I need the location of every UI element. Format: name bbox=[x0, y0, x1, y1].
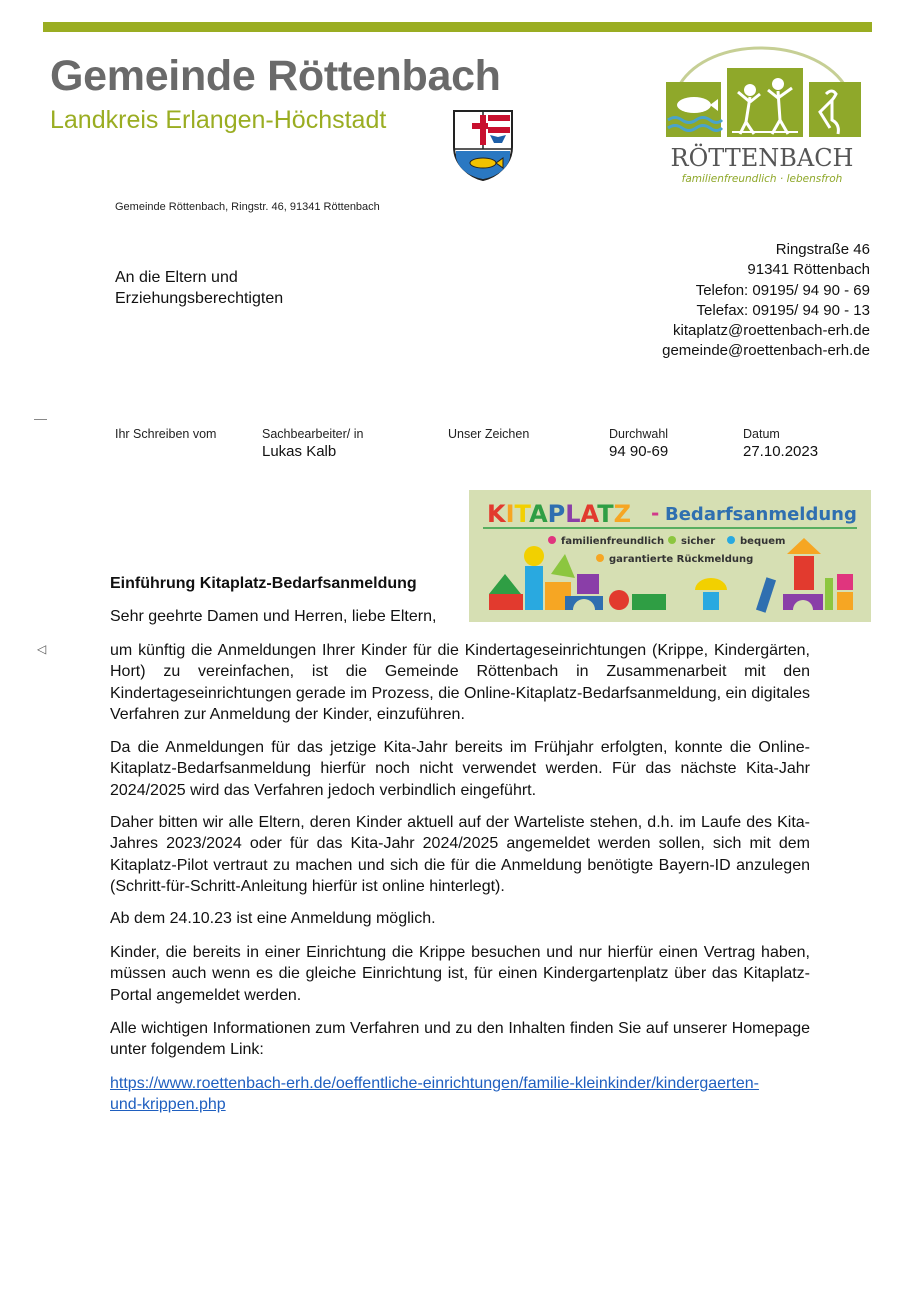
coat-of-arms-icon bbox=[450, 107, 516, 182]
extension-label: Durchwahl bbox=[609, 427, 669, 441]
contact-fax: Telefax: 09195/ 94 90 - 13 bbox=[696, 301, 870, 319]
contact-block bbox=[662, 240, 870, 362]
logo-name-text: RÖTTENBACH bbox=[670, 144, 854, 172]
contact-email-gemeinde[interactable]: gemeinde@roettenbach-erh.de bbox=[662, 342, 870, 360]
contact-phone: Telefon: 09195/ 94 90 - 69 bbox=[695, 281, 870, 299]
recipient-line-1: An die Eltern und bbox=[115, 269, 238, 286]
fold-mark bbox=[34, 419, 47, 420]
municipality-title: Gemeinde Röttenbach bbox=[50, 52, 501, 100]
letter-heading: Einführung Kitaplatz-Bedarfsanmeldung bbox=[110, 575, 417, 592]
banner-feature-4: garantierte Rückmeldung bbox=[609, 554, 754, 565]
kitaplatz-banner bbox=[469, 490, 871, 622]
your-letter-label: Ihr Schreiben vom bbox=[115, 427, 217, 441]
letter-paragraph-1: um künftig die Anmeldungen Ihrer Kinder für die Kindertageseinrichtungen (Krippe, Kindergärten, Hort) zu vereinfachen, ist die Gemeinde Röttenbach in Zusammenarbeit mit den Kindertageseinrichtungen gerade im Prozess, die Online-Kitaplatz-Bedarfsanmeldung, ein digitales Verfahren zur Anmeldung der Kinder, einzuführen. bbox=[110, 642, 810, 723]
letter-paragraph-5: Kinder, die bereits in einer Einrichtung die Krippe besuchen und nur hierfür einen Vertrag haben, müssen auch wenn es die gleiche Einrichtung ist, für einen Kindergartenplatz über das Kitaplatz-Portal angemeldet werden. bbox=[110, 944, 810, 1004]
letter-paragraph-3: Daher bitten wir alle Eltern, deren Kinder aktuell auf der Warteliste stehen, d.h. im Laufe des Kita-Jahres 2023/2024 oder für das Kita-Jahr 2024/2025 angemeldet werden sollen, sich mit dem Kitaplatz-Pilot vertraut zu machen und sich die für die Anmeldung benötigte Bayern-ID anzulegen (Schritt-für-Schritt-Anleitung hierfür ist online hinterlegt). bbox=[110, 814, 810, 895]
our-sign-label: Unser Zeichen bbox=[448, 427, 530, 441]
banner-feature-1: familienfreundlich bbox=[561, 536, 665, 547]
letter-paragraph-4: Ab dem 24.10.23 ist eine Anmeldung möglich. bbox=[110, 910, 436, 927]
district-subtitle: Landkreis Erlangen-Höchstadt bbox=[50, 106, 387, 134]
recipient-block bbox=[115, 267, 283, 309]
homepage-link-line-2[interactable]: und-krippen.php bbox=[110, 1096, 226, 1114]
contact-email-kitaplatz[interactable]: kitaplatz@roettenbach-erh.de bbox=[672, 322, 870, 340]
roettenbach-logo bbox=[660, 42, 865, 190]
homepage-link-line-1[interactable]: https://www.roettenbach-erh.de/oeffentliche-einrichtungen/familie-kleinkinder/kindergaerten- bbox=[110, 1075, 759, 1092]
sender-return-address: Gemeinde Röttenbach, Ringstr. 46, 91341 Röttenbach bbox=[115, 201, 380, 213]
logo-tagline-text: familienfreundlich · lebensfroh bbox=[681, 173, 843, 185]
punch-mark-icon: ◁ bbox=[37, 642, 47, 656]
banner-brand-text: KITAPLATZ bbox=[487, 500, 632, 528]
date-value: 27.10.2023 bbox=[743, 443, 819, 460]
contact-street: Ringstraße 46 bbox=[775, 241, 870, 258]
date-label: Datum bbox=[743, 427, 780, 441]
extension-value: 94 90-69 bbox=[609, 443, 669, 460]
banner-title: Bedarfsanmeldung bbox=[665, 504, 857, 525]
letter-paragraph-6: Alle wichtigen Informationen zum Verfahren und zu den Inhalten finden Sie auf unserer Homepage unter folgendem Link: bbox=[110, 1020, 810, 1059]
banner-feature-2: sicher bbox=[681, 536, 716, 547]
banner-dash: - bbox=[651, 501, 660, 525]
letter-paragraph-2: Da die Anmeldungen für das jetzige Kita-Jahr bereits im Frühjahr erfolgten, konnte die Online-Kitaplatz-Bedarfsanmeldung hierfür noch nicht verwendet werden. Für das nächste Kita-Jahr 2024/2025 wird das Verfahren jedoch verbindlich eingeführt. bbox=[110, 739, 810, 799]
contact-city: 91341 Röttenbach bbox=[747, 261, 870, 279]
clerk-label: Sachbearbeiter/ in bbox=[262, 427, 364, 441]
header-accent-bar bbox=[43, 22, 872, 32]
banner-feature-3: bequem bbox=[740, 536, 786, 547]
letter-greeting: Sehr geehrte Damen und Herren, liebe Eltern, bbox=[110, 608, 437, 625]
recipient-line-2: Erziehungsberechtigten bbox=[115, 290, 284, 307]
homepage-link[interactable] bbox=[110, 1073, 820, 1116]
clerk-value: Lukas Kalb bbox=[262, 443, 337, 460]
